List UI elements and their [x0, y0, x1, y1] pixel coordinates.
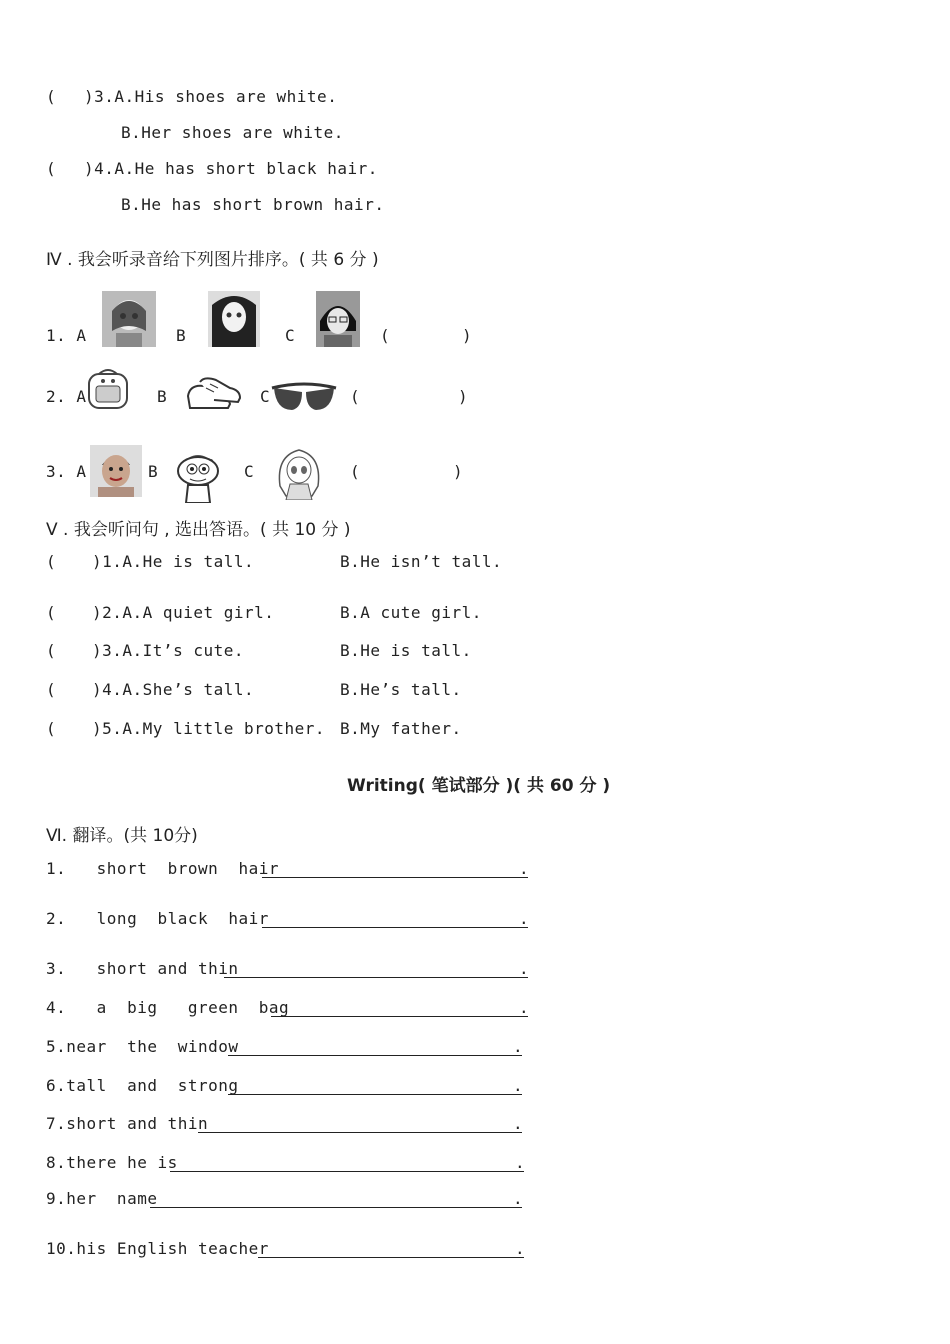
answer-blank[interactable] — [228, 1076, 522, 1095]
answer-blank[interactable] — [271, 998, 528, 1017]
option-a: )5.A.My little brother. — [92, 719, 326, 738]
option-a: )2.A.A quiet girl. — [92, 603, 275, 622]
translate-item-2: 2. long black hair — [46, 909, 269, 928]
option-a: )3.A.It’s cute. — [92, 641, 244, 660]
option-b-label: B — [148, 462, 159, 481]
option-b: B.He has short brown hair. — [121, 195, 385, 214]
option-c-label: C — [285, 326, 296, 345]
row-3-label: 3. A — [46, 462, 87, 481]
answer-paren-open: ( — [380, 326, 391, 345]
row-1-label: 1. A — [46, 326, 87, 345]
boy-photo-icon — [90, 445, 142, 497]
paren-open: ( — [46, 641, 57, 660]
period: . — [513, 1076, 524, 1095]
girl-photo-icon — [102, 291, 156, 347]
answer-paren-close: ) — [458, 387, 469, 406]
section-6-title: Ⅵ. 翻译。(共 10分) — [46, 826, 198, 846]
girl-photo-icon — [208, 291, 260, 347]
sunglasses-icon — [270, 380, 338, 416]
paren-open: ( — [46, 719, 57, 738]
option-a: )4.A.She’s tall. — [92, 680, 255, 699]
translate-item-10: 10.his English teacher — [46, 1239, 269, 1258]
period: . — [519, 909, 530, 928]
section-4-title: Ⅳ . 我会听录音给下列图片排序。( 共 6 分 ) — [46, 250, 379, 270]
period: . — [513, 1189, 524, 1208]
answer-blank[interactable] — [262, 909, 528, 928]
answer-blank[interactable] — [262, 859, 528, 878]
option-b: B.He’s tall. — [340, 680, 462, 699]
period: . — [515, 1239, 526, 1258]
cartoon-girl-icon — [272, 446, 326, 500]
answer-paren-close: ) — [462, 326, 473, 345]
period: . — [519, 998, 530, 1017]
paren-open: ( — [46, 552, 57, 571]
period: . — [519, 959, 530, 978]
answer-blank[interactable] — [224, 959, 528, 978]
answer-blank[interactable] — [258, 1239, 524, 1258]
answer-blank[interactable] — [150, 1189, 522, 1208]
option-b: B.My father. — [340, 719, 462, 738]
paren-open: ( — [46, 87, 57, 106]
option-b: B.He isn’t tall. — [340, 552, 503, 571]
answer-paren-close: ) — [453, 462, 464, 481]
shoes-icon — [184, 374, 242, 416]
backpack-icon — [83, 368, 133, 410]
section-5-title: Ⅴ . 我会听问句 , 选出答语。( 共 10 分 ) — [46, 520, 351, 540]
translate-item-4: 4. a big green bag — [46, 998, 290, 1017]
option-b: B.A cute girl. — [340, 603, 482, 622]
option-a: )1.A.He is tall. — [92, 552, 255, 571]
translate-item-6: 6.tall and strong — [46, 1076, 239, 1095]
translate-item-7: 7.short and thin — [46, 1114, 209, 1133]
translate-item-5: 5.near the window — [46, 1037, 239, 1056]
paren-open: ( — [46, 603, 57, 622]
answer-paren-open: ( — [350, 462, 361, 481]
answer-blank[interactable] — [228, 1037, 522, 1056]
option-b: B.Her shoes are white. — [121, 123, 344, 142]
paren-open: ( — [46, 680, 57, 699]
paren-open: ( — [46, 159, 57, 178]
writing-header: Writing( 笔试部分 )( 共 60 分 ) — [347, 776, 611, 796]
answer-blank[interactable] — [198, 1114, 522, 1133]
question-3: )3.A.His shoes are white. — [84, 87, 338, 106]
translate-item-9: 9.her name — [46, 1189, 158, 1208]
period: . — [513, 1037, 524, 1056]
option-b-label: B — [157, 387, 168, 406]
question-4: )4.A.He has short black hair. — [84, 159, 378, 178]
cartoon-boy-icon — [172, 449, 224, 503]
answer-blank[interactable] — [170, 1153, 524, 1172]
option-b-label: B — [176, 326, 187, 345]
translate-item-3: 3. short and thin — [46, 959, 239, 978]
period: . — [515, 1153, 526, 1172]
period: . — [513, 1114, 524, 1133]
translate-item-8: 8.there he is — [46, 1153, 178, 1172]
girl-photo-icon — [316, 291, 360, 347]
period: . — [519, 859, 530, 878]
option-c-label: C — [244, 462, 255, 481]
answer-paren-open: ( — [350, 387, 361, 406]
option-c-label: C — [260, 387, 271, 406]
option-b: B.He is tall. — [340, 641, 472, 660]
translate-item-1: 1. short brown hair — [46, 859, 280, 878]
row-2-label: 2. A — [46, 387, 87, 406]
